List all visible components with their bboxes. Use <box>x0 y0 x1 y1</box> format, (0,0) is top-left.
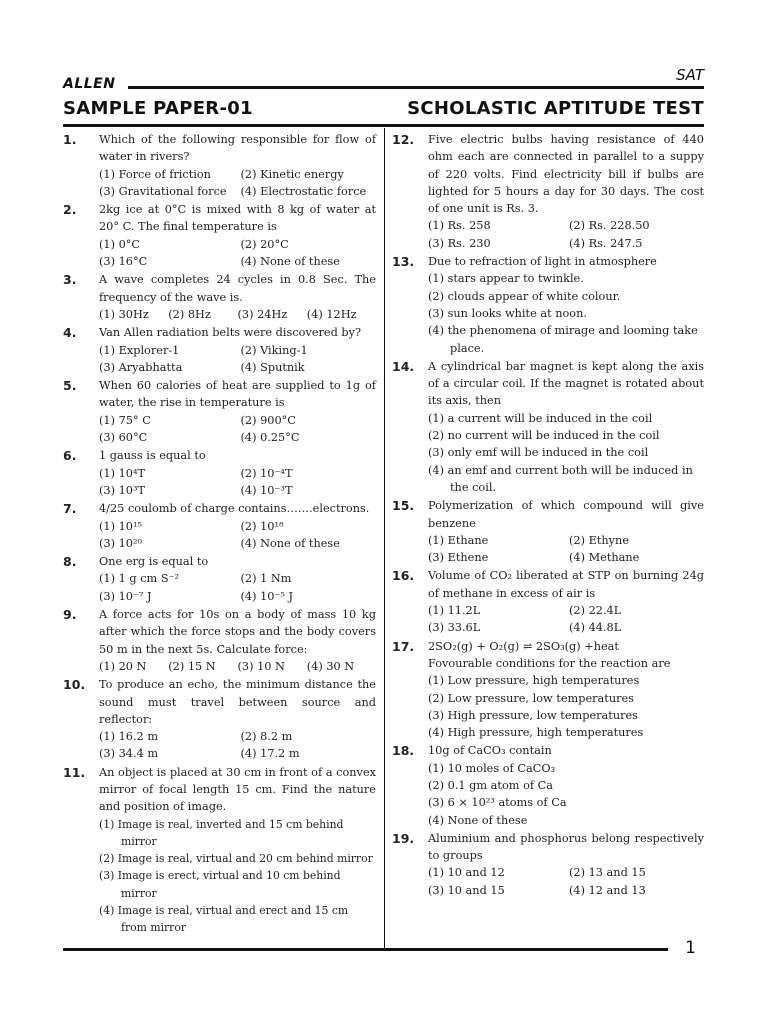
question-text: 1 gauss is equal to <box>99 449 206 463</box>
option: (1) 30Hz <box>99 307 149 321</box>
question-number: 8. <box>63 554 77 570</box>
question-number: 16. <box>392 568 415 584</box>
question-number: 7. <box>63 501 77 517</box>
option: (2) 13 and 15 <box>569 866 646 880</box>
question-text: Aluminium and phosphorus belong respectively to groups <box>428 831 704 863</box>
option: (1) 10 moles of CaCO₃ <box>428 761 556 775</box>
option: (1) Image is real, inverted and 15 cm behind mirror <box>99 817 344 848</box>
option: (3) 16°C <box>99 255 148 269</box>
option: (2) 8Hz <box>168 307 211 321</box>
option: (4) None of these <box>240 255 340 269</box>
question-text: A cylindrical bar magnet is kept along the axis of a circular coil. If the magnet is rotated about its axis, then <box>428 359 704 408</box>
option: (3) 10 and 15 <box>428 883 505 897</box>
page-number: 1 <box>685 938 696 958</box>
question-text: To produce an echo, the minimum distance the sound must travel between source and reflector: <box>99 678 376 726</box>
option: (3) 10³T <box>99 483 146 497</box>
option: (2) 15 N <box>168 659 216 673</box>
option: (3) 34.4 m <box>99 747 159 761</box>
option: (2) clouds appear of white colour. <box>428 289 621 303</box>
option: (3) Ethene <box>428 551 489 565</box>
question-number: 4. <box>63 325 77 341</box>
option: (2) no current will be induced in the coil <box>428 429 660 443</box>
question-16 <box>392 567 704 636</box>
option: (3) Image is erect, virtual and 10 cm behind mirror <box>99 869 341 900</box>
question-text: When 60 calories of heat are supplied to 1g of water, the rise in temperature is <box>99 379 376 410</box>
option: (3) only emf will be induced in the coil <box>428 446 649 460</box>
question-number: 9. <box>63 607 77 623</box>
question-text: A wave completes 24 cycles in 0.8 Sec. The frequency of the wave is. <box>99 273 376 304</box>
option: (1) Ethane <box>428 533 489 547</box>
question-11 <box>63 764 376 937</box>
question-18 <box>392 742 704 828</box>
question-3 <box>63 271 376 323</box>
option: (4) None of these <box>240 536 340 550</box>
option: (2) 900°C <box>240 413 296 427</box>
question-number: 17. <box>392 638 415 654</box>
question-number: 12. <box>392 132 415 147</box>
option: (1) 20 N <box>99 659 147 673</box>
option: (2) 1 Nm <box>240 572 292 586</box>
option: (4) None of these <box>428 813 528 827</box>
option: (2) Viking-1 <box>240 343 308 357</box>
question-14 <box>392 358 704 496</box>
option: (2) 20°C <box>240 237 289 251</box>
option: (3) Gravitational force <box>99 184 227 198</box>
option: (1) 0°C <box>99 237 141 251</box>
option: (1) Rs. 258 <box>428 219 491 233</box>
question-text: 10g of CaCO₃ contain <box>428 744 552 758</box>
question-13 <box>392 253 704 357</box>
question-19 <box>392 830 704 899</box>
option: (3) High pressure, low temperatures <box>428 708 638 722</box>
question-text: An object is placed at 30 cm in front of a convex mirror of focal length 15 cm. Find the nature and position of image. <box>99 765 376 814</box>
option: (2) 22.4L <box>569 604 622 618</box>
right-column <box>392 131 704 900</box>
question-text: 2kg ice at 0°C is mixed with 8 kg of water at 20° C. The final temperature is <box>99 203 376 234</box>
option: (4) 30 N <box>306 659 355 673</box>
left-column <box>63 131 376 938</box>
option: (1) a current will be induced in the coil <box>428 411 653 425</box>
option: (3) 33.6L <box>428 621 481 635</box>
question-text: Volume of CO₂ liberated at STP on burning 24g of methane in excess of air is <box>428 569 704 600</box>
question-6 <box>63 447 376 499</box>
question-number: 18. <box>392 743 415 759</box>
question-text: 4/25 coulomb of charge contains…….electrons. <box>99 502 370 516</box>
option: (1) Low pressure, high temperatures <box>428 674 640 688</box>
option: (4) Image is real, virtual and erect and 15 cm from mirror <box>99 904 349 935</box>
question-text: Fovourable conditions for the reaction are <box>428 656 671 670</box>
option: (2) 10¹⁸ <box>240 519 284 533</box>
question-4 <box>63 324 376 376</box>
question-10 <box>63 676 376 762</box>
option: (3) Rs. 230 <box>428 236 491 250</box>
question-text: Which of the following responsible for flow of water in rivers? <box>99 133 376 164</box>
question-number: 1. <box>63 132 77 147</box>
question-15 <box>392 497 704 566</box>
option: (2) 8.2 m <box>240 730 293 744</box>
option: (1) 10¹⁵ <box>99 519 143 533</box>
question-number: 14. <box>392 358 415 374</box>
option: (2) 10⁻⁴T <box>240 466 293 480</box>
option: (2) 0.1 gm atom of Ca <box>428 778 554 792</box>
option: (3) 10⁻⁷ J <box>99 589 152 603</box>
option: (1) 16.2 m <box>99 730 159 744</box>
question-text: Due to refraction of light in atmosphere <box>428 255 657 269</box>
option: (3) 6 × 10²³ atoms of Ca <box>428 796 567 810</box>
question-number: 13. <box>392 254 415 270</box>
option: (4) 44.8L <box>569 621 622 635</box>
question-2 <box>63 201 376 270</box>
option: (2) Low pressure, low temperatures <box>428 691 634 705</box>
option: (3) 10²⁰ <box>99 536 143 550</box>
question-9 <box>63 606 376 675</box>
option: (4) an emf and current both will be induced in the coil. <box>428 463 693 494</box>
option: (2) Kinetic energy <box>240 167 344 181</box>
option: (1) 10 and 12 <box>428 866 505 880</box>
question-number: 10. <box>63 677 86 693</box>
option: (1) 10⁴T <box>99 466 146 480</box>
question-number: 15. <box>392 498 415 514</box>
exam-tag: SAT <box>676 66 704 84</box>
option: (1) 11.2L <box>428 604 481 618</box>
option: (3) 60°C <box>99 431 148 445</box>
question-number: 3. <box>63 272 77 288</box>
option: (2) Ethyne <box>569 533 629 547</box>
question-number: 6. <box>63 448 77 464</box>
question-12 <box>392 131 704 252</box>
question-text: A force acts for 10s on a body of mass 10 kg after which the force stops and the body covers 50 m in the next 5s. Calculate force: <box>99 608 376 656</box>
question-7 <box>63 500 376 552</box>
option: (4) 10⁻³T <box>240 483 293 497</box>
question-text: One erg is equal to <box>99 555 209 569</box>
paper-title: SAMPLE PAPER-01 <box>63 98 253 119</box>
question-number: 19. <box>392 830 415 846</box>
option: (1) Explorer-1 <box>99 343 180 357</box>
question-number: 5. <box>63 378 77 394</box>
header-rule-short <box>128 86 704 89</box>
option: (1) Force of friction <box>99 167 211 181</box>
option: (2) Rs. 228.50 <box>569 219 650 233</box>
question-text: Polymerization of which compound will give benzene <box>428 499 704 530</box>
question-text: Five electric bulbs having resistance of 440 ohm each are connected in parallel to a suppy of 220 volts. Find electricity bill if bulbs are lighted for 5 hours a day for 30 days. The cost of one unit is Rs. 3. <box>428 133 704 216</box>
option: (4) Electrostatic force <box>240 184 367 198</box>
option: (4) 12Hz <box>306 307 357 321</box>
option: (3) 10 N <box>237 659 285 673</box>
brand-logo: ALLEN <box>63 76 116 92</box>
question-1 <box>63 131 376 200</box>
question-number: 11. <box>63 764 86 780</box>
option: (3) sun looks white at noon. <box>428 306 587 320</box>
question-17 <box>392 638 704 742</box>
question-8 <box>63 553 376 605</box>
option: (1) 75° C <box>99 413 151 427</box>
question-number: 2. <box>63 202 77 218</box>
option: (1) 1 g cm S⁻² <box>99 572 180 586</box>
option: (4) High pressure, high temperatures <box>428 726 644 740</box>
option: (4) 17.2 m <box>240 747 300 761</box>
header-rule <box>63 124 704 127</box>
question-equation: 2SO₂(g) + O₂(g) ⇌ 2SO₃(g) +heat <box>428 639 619 653</box>
option: (3) 24Hz <box>237 307 288 321</box>
option: (4) 12 and 13 <box>569 883 646 897</box>
option: (1) stars appear to twinkle. <box>428 272 584 286</box>
option: (2) Image is real, virtual and 20 cm behind mirror <box>99 852 373 866</box>
option: (4) 10⁻⁵ J <box>240 589 294 603</box>
question-text: Van Allen radiation belts were discovered by? <box>99 326 362 340</box>
footer-rule <box>63 948 668 951</box>
column-divider <box>384 128 385 950</box>
option: (4) 0.25°C <box>240 431 300 445</box>
test-title: SCHOLASTIC APTITUDE TEST <box>407 98 704 119</box>
option: (3) Aryabhatta <box>99 360 183 374</box>
option: (4) Rs. 247.5 <box>569 236 643 250</box>
option: (4) Methane <box>569 551 640 565</box>
question-5 <box>63 377 376 446</box>
option: (4) Sputnik <box>240 360 305 374</box>
option: (4) the phenomena of mirage and looming take place. <box>428 324 698 355</box>
